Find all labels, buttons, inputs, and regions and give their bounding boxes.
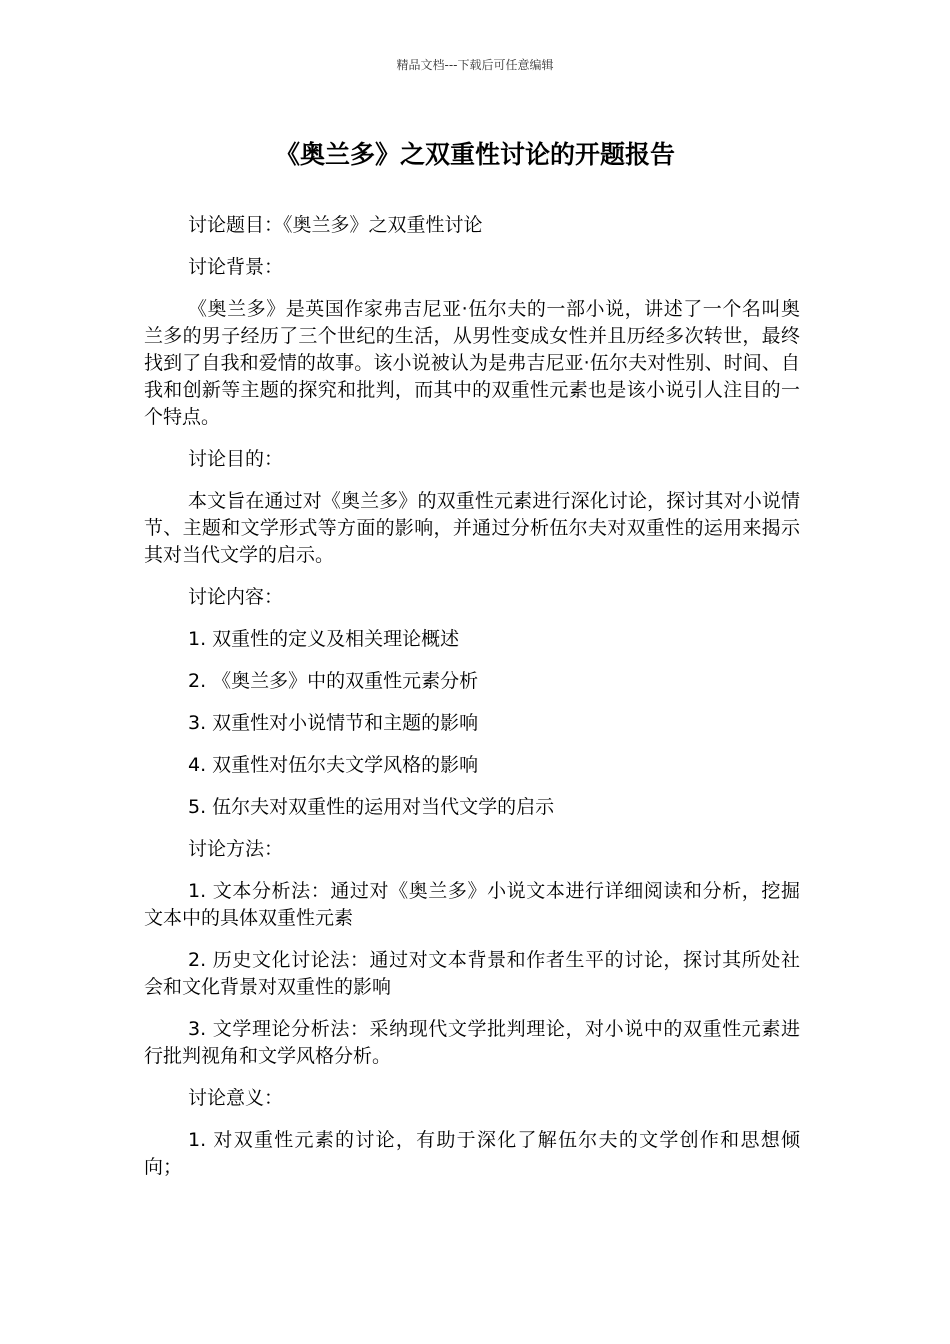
content-item: 1. 双重性的定义及相关理论概述: [188, 628, 460, 650]
content-item: 2. 《奥兰多》中的双重性元素分析: [188, 670, 479, 692]
content-item: 3. 双重性对小说情节和主题的影响: [188, 712, 479, 734]
method-item: 3. 文学理论分析法：采纳现代文学批判理论，对小说中的双重性元素进行批判视角和文学风格分析。: [144, 1018, 800, 1067]
purpose-paragraph: 本文旨在通过对《奥兰多》的双重性元素进行深化讨论，探讨其对小说情节、主题和文学形式等方面的影响，并通过分析伍尔夫对双重性的运用来揭示其对当代文学的启示。: [144, 490, 800, 566]
section-heading-background: 讨论背景：: [188, 256, 284, 278]
content-item: 4. 双重性对伍尔夫文学风格的影响: [188, 754, 479, 776]
section-heading-purpose: 讨论目的：: [188, 448, 284, 470]
section-heading-content: 讨论内容：: [188, 586, 284, 608]
method-item: 2. 历史文化讨论法：通过对文本背景和作者生平的讨论，探讨其所处社会和文化背景对双重性的影响: [144, 949, 800, 998]
method-item: 1. 文本分析法：通过对《奥兰多》小说文本进行详细阅读和分析，挖掘文本中的具体双重性元素: [144, 880, 800, 929]
research-topic-line: 讨论题目：《奥兰多》之双重性讨论: [188, 214, 483, 236]
content-item: 5. 伍尔夫对双重性的运用对当代文学的启示: [188, 796, 555, 818]
header-note: 精品文档---下载后可任意编辑: [396, 58, 554, 72]
document-body: [144, 212, 800, 1196]
section-heading-methods: 讨论方法：: [188, 838, 284, 860]
background-paragraph: 《奥兰多》是英国作家弗吉尼亚·伍尔夫的一部小说，讲述了一个名叫奥兰多的男子经历了三个世纪的生活，从男性变成女性并且历经多次转世，最终找到了自我和爱情的故事。该小说被认为是弗吉尼亚·伍尔夫对性别、时间、自我和创新等主题的探究和批判，而其中的双重性元素也是该小说引人注目的一个特点。: [144, 298, 800, 428]
significance-item: 1. 对双重性元素的讨论，有助于深化了解伍尔夫的文学创作和思想倾向；: [144, 1129, 800, 1178]
section-heading-significance: 讨论意义：: [188, 1087, 284, 1109]
page-title: 《奥兰多》之双重性讨论的开题报告: [274, 140, 675, 169]
